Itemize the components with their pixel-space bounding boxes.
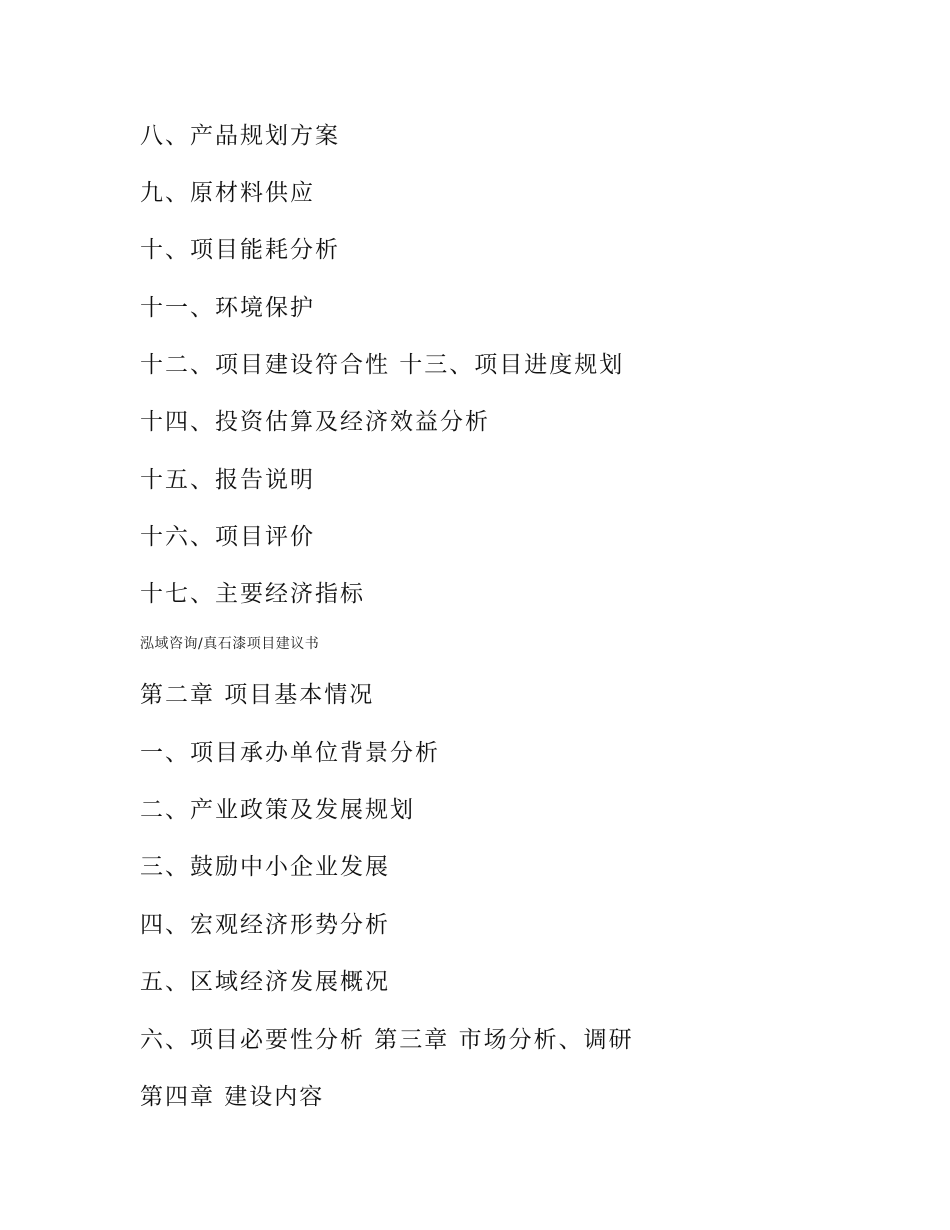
toc-entry-environment: 十一、环境保护 bbox=[140, 295, 315, 321]
toc-entry-sme-development: 三、鼓励中小企业发展 bbox=[140, 854, 390, 880]
toc-entry-sponsor-background: 一、项目承办单位背景分析 bbox=[140, 740, 440, 766]
toc-chapter-2: 第二章 项目基本情况 bbox=[140, 682, 375, 708]
toc-entry-investment: 十四、投资估算及经济效益分析 bbox=[140, 409, 490, 435]
toc-entry-product-plan: 八、产品规划方案 bbox=[140, 123, 340, 149]
toc-entry-macro-economy: 四、宏观经济形势分析 bbox=[140, 912, 390, 938]
toc-chapter-4: 第四章 建设内容 bbox=[140, 1084, 325, 1110]
toc-entry-regional-economy: 五、区域经济发展概况 bbox=[140, 969, 390, 995]
toc-entry-energy-analysis: 十、项目能耗分析 bbox=[140, 237, 340, 263]
toc-entry-raw-materials: 九、原材料供应 bbox=[140, 180, 315, 206]
toc-entry-industry-policy: 二、产业政策及发展规划 bbox=[140, 797, 415, 823]
toc-entry-economic-indicators: 十七、主要经济指标 bbox=[140, 581, 365, 607]
toc-entry-necessity-market: 六、项目必要性分析 第三章 市场分析、调研 bbox=[140, 1027, 634, 1053]
toc-entry-compliance-schedule: 十二、项目建设符合性 十三、项目进度规划 bbox=[140, 352, 625, 378]
toc-entry-report-notes: 十五、报告说明 bbox=[140, 467, 315, 493]
toc-entry-evaluation: 十六、项目评价 bbox=[140, 524, 315, 550]
running-header: 泓域咨询/真石漆项目建议书 bbox=[140, 636, 320, 652]
